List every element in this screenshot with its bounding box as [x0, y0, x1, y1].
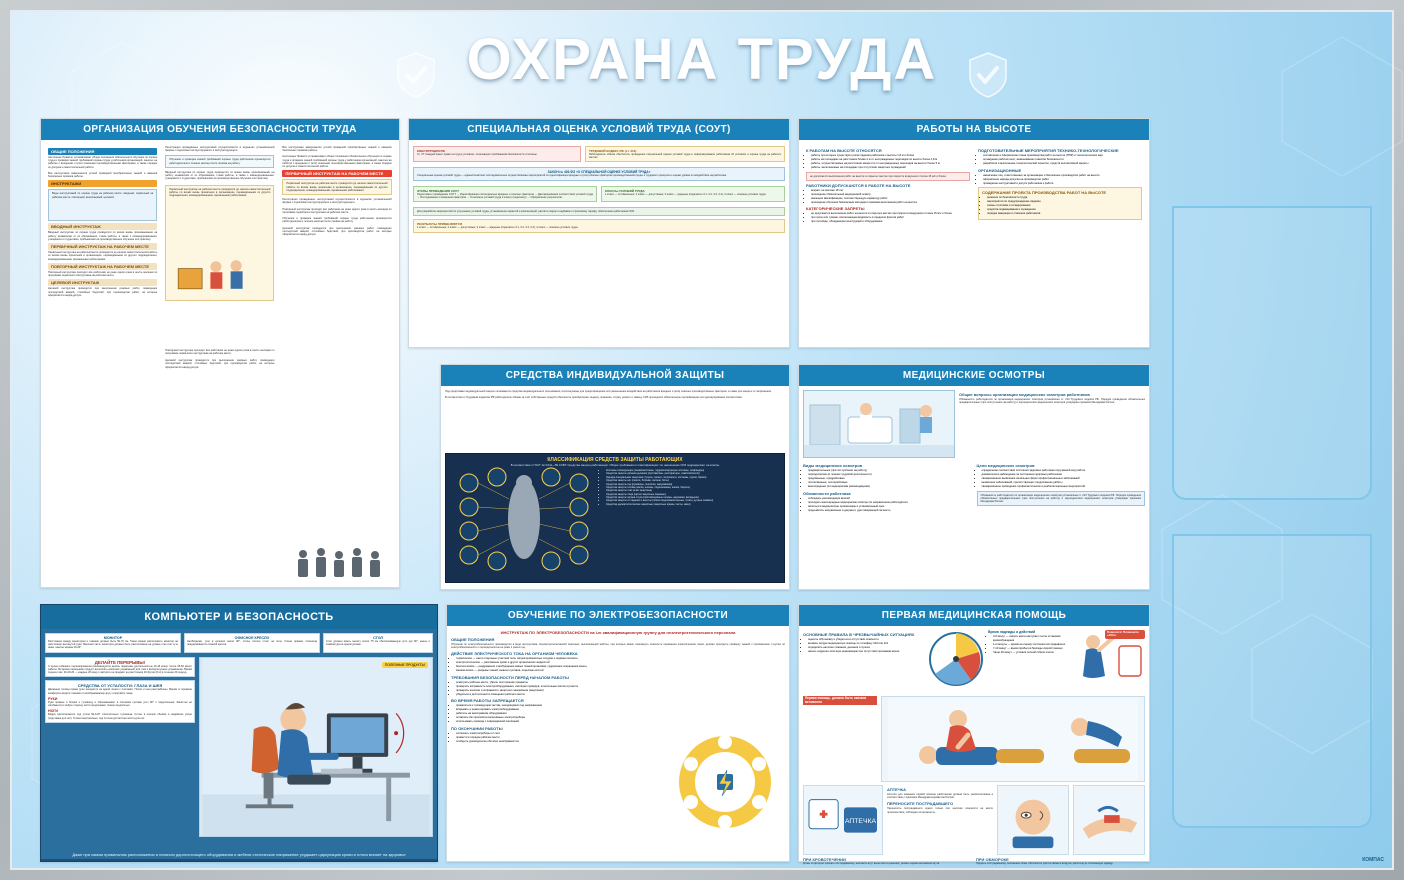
panel-computer	[40, 604, 438, 862]
list-item: • послесменные, послерейсовые	[808, 481, 972, 485]
list-item: • осмотреть рабочее место, убрать посторонние предметы	[456, 681, 785, 685]
section-cap-general: ОБЩИЕ ПОЛОЖЕНИЯ	[48, 148, 157, 155]
illustration-bleeding	[1073, 785, 1145, 855]
firstaid-head-4: ПРИ КРОВОТЕЧЕНИИ	[803, 857, 846, 862]
ppe-classification-chart	[445, 453, 785, 583]
electro-head-3: ВО ВРЕМЯ РАБОТЫ ЗАПРЕЩАЕТСЯ	[451, 698, 524, 704]
illustration-workstation	[199, 657, 433, 837]
list-item: • при гололёде, обледенении конструкций и оборудования	[811, 220, 970, 224]
list-item: • 4-6 минут — смерть мозга наступает после остановки кровообращения	[993, 635, 1068, 642]
list-item: • убедиться в достаточности освещения рабочего места	[456, 693, 785, 697]
firstaid-text-4: Кровь из артерии прижать пострадавшему, наложить жгут выше места ранения, указать время наложения жгута.	[803, 862, 940, 865]
list-item: • оставлять без присмотра включённые электроприборы	[456, 716, 636, 720]
panel-sout	[408, 118, 790, 348]
panel-medical	[798, 364, 1150, 590]
computer-tile-2-text: Стол должен иметь высоту около 75 см обеспечивающую угол рук 90°, мышь и клавиатура на одном уровне.	[326, 640, 430, 647]
list-item: • назначение лиц, ответственных за организацию и безопасное производство работ на высоте	[983, 174, 1142, 178]
firstaid-clock-label: Время надежды и действий	[988, 630, 1036, 634]
list-item: • порядок эвакуации и спасения работников	[987, 212, 1138, 216]
training-col3-text-2: Настоящее Правило устанавливает общие положения обязательного обучения по охране труда и проверки знаний требований охраны труда у работников организаций, занятых на работах с вредными и (или) опасными производственными факторами, а также порядок их допуска к самостоятельной работе.	[282, 155, 392, 169]
list-item: • соблюдать рекомендации врачей	[808, 497, 972, 501]
computer-tile-2-name: СТОЛ	[373, 636, 383, 640]
sout-block-5-text-2: 1 класс — оптимальные; 2 класс — допустимые; 3 класс — вредные (подклассы 3.1, 3.2, 3.3, 3.4); 4 класс — опасные условия труда.	[417, 226, 579, 230]
medical-head-0: Общие вопросы организации медицинских осмотров работников	[959, 392, 1090, 397]
sout-block-1-head: ТРУДОВОЙ КОДЕКС РФ (ст. 212)	[589, 149, 637, 153]
panel-electro-title: ОБУЧЕНИЕ ПО ЭЛЕКТРОБЕЗОПАСНОСТИ	[447, 605, 789, 626]
legend-item: • Средства защиты от падения с высоты (пояса предохранительные, тросы, ручные захваты)	[606, 499, 781, 502]
ppe-icon-map	[449, 469, 599, 569]
training-col3-text-4: Регистрация проведённых инструктажей осуществляется в журналах установленной формы с подписями инструктируемого и инструктирующего.	[282, 198, 392, 205]
ppe-chart-title: КЛАССИФИКАЦИЯ СРЕДСТВ ЗАЩИТЫ РАБОТАЮЩИХ	[547, 457, 683, 463]
section-cap-target-brief: ЦЕЛЕВОЙ ИНСТРУКТАЖ	[48, 279, 157, 286]
sout-block-0-head: КОНСТИТУЦИЯ РФ	[417, 149, 445, 153]
list-item: • проверить наличие и исправность защитного заземления (зануления)	[456, 689, 785, 693]
electro-text-0: Обучение по электробезопасности производится в виде инструктажа. Неэлектротехнический персонал, выполняющий работы, при которых может возникнуть опасность поражения электрическим током, должен проходить проверку знаний с присвоением I группы по электробезопасности с периодичностью не реже 1 раза в год.	[451, 643, 785, 650]
training-col2-text-4: Целевой инструктаж проводится при выполнении разовых работ, ликвидации последствий аварий, стихийных бедствий, при производстве работ, на которые оформляется наряд-допуск.	[165, 359, 275, 369]
clock-diagram	[927, 630, 985, 693]
computer-tile-1-text: Необходимо, угол в коленях около 90°, стопы плотно стоят на полу. Спина прямая, поясница поддерживается спинкой кресла.	[187, 640, 317, 647]
section-cap-intro-brief: ВВОДНЫЙ ИНСТРУКТАЖ	[48, 223, 157, 230]
medical-note: Обязанность работодателя по организации медицинских осмотров установлена ст. 213 Трудового кодекса РФ. Порядок проведения обязательных предварительных (при поступлении на работу) и периодических медицинских осмотров утверждён приказом Минздрава России.	[980, 493, 1141, 503]
badge-healthy-products: ПОЛЕЗНЫЕ ПРОДУКТЫ	[382, 662, 428, 668]
electro-list-3	[456, 704, 636, 724]
list-item: • предсменные, предрейсовые	[808, 477, 972, 481]
sout-block-3-text: Подготовка к проведению СОУТ → Идентификация потенциально вредных и опасных факторов → Декларирование соответствия условий труда → Исследования и измерения факторов → Отнесение условий труда к классу (подклассу) → Оформление результатов.	[417, 192, 593, 199]
list-item: • проведение инструктажей и допуск работников к работе	[983, 182, 1142, 186]
document-pocket-top[interactable]	[1172, 208, 1372, 500]
panel-training-title: ОРГАНИЗАЦИЯ ОБУЧЕНИЯ БЕЗОПАСНОСТИ ТРУДА	[41, 119, 399, 140]
list-item: • прикасаться к токоведущим частям, находящимся под напряжением	[456, 704, 636, 708]
firstaid-head-3: АПТЕЧКА	[887, 787, 906, 792]
list-item: • использовать провода с повреждённой изоляцией	[456, 720, 636, 724]
list-item: • Чаще 30 минут — условия полной гибели клеток	[993, 651, 1068, 655]
legend-item: • Средства защиты глаз (очки защитные)	[606, 489, 781, 492]
electro-head-1: ДЕЙСТВИЕ ЭЛЕКТРИЧЕСКОГО ТОКА НА ОРГАНИЗМ ЧЕЛОВЕКА	[451, 651, 578, 657]
list-item: • начать сердечно-лёгочную реанимацию при отсутствии признаков жизни	[808, 650, 923, 654]
electro-head-2: ТРЕБОВАНИЯ БЕЗОПАСНОСТИ ПЕРЕД НАЧАЛОМ РАБОТЫ	[451, 674, 569, 680]
heights-head-4: ОРГАНИЗАЦИОННЫЕ	[978, 167, 1022, 173]
list-item: • мероприятия по предупреждению падения	[987, 200, 1138, 204]
training-col3-text-3: Первичный инструктаж на рабочем месте проводится до начала самостоятельной работы со всеми вновь принятыми в организацию, переведёнными из другого подразделения, командированными, временными работниками.	[286, 182, 388, 192]
page-title: ОХРАНА ТРУДА	[466, 27, 938, 92]
board-title-area	[12, 26, 1392, 98]
training-note-1: Все инструктажи завершаются устной проверкой приобретённых знаний и навыков безопасных приёмов работы.	[48, 171, 158, 179]
legend-item: • Средства защиты ног (сапоги, ботинки, галоши, боты)	[606, 479, 781, 482]
brand-logo-text: КОМПАС	[1362, 857, 1384, 863]
section-text-intro-brief: Вводный инструктаж по охране труда проводится со всеми вновь принимаемыми на работу независимо от их образования, стажа работы, а также с командированными, учащимися и студентами, прибывшими на производственное обучение или практику.	[48, 231, 158, 241]
heights-head-5: СОДЕРЖАНИЕ ПРОЕКТА ПРОИЗВОДСТВА РАБОТ НА ВЫСОТЕ	[982, 190, 1107, 195]
list-item: • работать на неисправном оборудовании	[456, 712, 636, 716]
panel-ppe	[440, 364, 790, 590]
computer-text-fatigue: Движение головы прямо (уши находятся на одной линии с плечами). Плечи и шея расслаблены. Время от времени комфортно водите глазами по воображаемому кругу и моргайте чаще.	[48, 688, 192, 695]
list-item: • оценить обстановку и убедиться в отсутствии опасности	[808, 638, 923, 642]
list-item: • не допускается выполнение работ на высоте в открытых местах при скорости воздушного потока 15 м/с и более	[811, 212, 970, 216]
list-item: • отключить электроприборы от сети	[456, 732, 636, 736]
computer-head-legs: НОГИ	[48, 709, 59, 714]
list-item: • работы при которых существуют риски падения работника с высоты 1,8 м и более	[811, 154, 970, 158]
computer-footer-note: Даже при самом правильном расположении и наличии дорогостоящего оборудования и мебели статическое напряжение ухудшает циркуляцию крови и плохо влияет на здоровье	[72, 852, 406, 857]
list-item: • электролитическое — разложение крови и других органических жидкостей	[456, 661, 785, 665]
document-pocket-bottom[interactable]	[1172, 536, 1372, 828]
training-col3-text-7: Целевой инструктаж проводится при выполнении разовых работ, ликвидации последствий аварий, стихийных бедствий, при производстве работ, на которые оформляется наряд-допуск.	[282, 226, 392, 236]
heights-list-1	[811, 189, 970, 205]
legend-item: • Костюмы изолирующие (пневмокостюмы, гидроизолирующие костюмы, скафандры)	[606, 469, 781, 472]
sout-block-5-head: РЕЗУЛЬТАТЫ ПРИМЕНЯЮТСЯ	[417, 222, 463, 227]
training-col2-text-3: Повторный инструктаж проходят все работники не реже одного раза в шесть месяцев по программе первичного инструктажа на рабочем месте.	[165, 348, 275, 355]
illustration-eye-injury	[997, 785, 1069, 855]
list-item: • оформление наряда-допуска на производство работ	[983, 178, 1142, 182]
legend-item: • Средства защиты рук (рукавицы, перчатки, нарукавники)	[606, 483, 781, 486]
training-col3-text-1: Все инструктажи завершаются устной проверкой приобретённых знаний и навыков безопасных приёмов работы.	[282, 146, 392, 153]
list-item: • средства подмащивания и ограждения	[987, 208, 1138, 212]
list-item: • термическое — ожоги отдельных участков тела, нагрев кровеносных сосудов и нервных волокон	[456, 657, 785, 661]
shield-check-icon-right	[968, 52, 1008, 98]
list-item: • механическое — разрывы тканей, вывихи суставов, переломы костей	[456, 669, 785, 673]
list-item: • периодические (в течение трудовой деятельности)	[808, 473, 972, 477]
list-item: • вскрывать и ремонтировать электрооборудование	[456, 708, 636, 712]
heights-head-3: ПОДГОТОВИТЕЛЬНЫЕ МЕРОПРИЯТИЯ ТЕХНИКО-ТЕХНОЛОГИЧЕСКИЕ	[978, 148, 1119, 153]
list-item: • своевременное выявление начальных форм профессиональных заболеваний	[982, 477, 1146, 481]
section-text-primary-brief: Первичный инструктаж на рабочем месте проводится до начала самостоятельной работы со всеми вновь принятыми в организацию, переведёнными из другого подразделения, командированными, временными работниками.	[48, 251, 158, 261]
heights-head-1: РАБОТНИКИ ДОПУСКАЮТСЯ К РАБОТЕ НА ВЫСОТЕ	[806, 182, 911, 188]
training-col3-text-5: Повторный инструктаж проходят все работники не реже одного раза в шесть месяцев по программе первичного инструктажа на рабочем месте.	[282, 207, 392, 214]
illustration-electro-wheel	[665, 722, 785, 840]
firstaid-head-5: ПРИ ОБМОРОКЕ	[976, 857, 1009, 862]
computer-head-hands: РУКИ	[48, 696, 58, 701]
training-col2-text: Вводный инструктаж по охране труда проводится со всеми вновь принимаемыми на работу независимо от их образования, стажа работы, а также с командированными, учащимися и студентами, прибывшими на производственное обучение или практику.	[165, 170, 275, 181]
illustration-call-help	[1071, 630, 1145, 693]
list-item: • проходить внеочередные медицинские осмотры по направлению работодателя	[808, 501, 972, 505]
sout-block-5-text: Для разработки мероприятий по улучшению условий труда, установления гарантий и компенсаций, расчёта скидок и надбавок к страховому тарифу, обеспечения работников СИЗ.	[417, 210, 635, 214]
computer-text-hands: Руки прямые и близко к туловищу и образовывают в локтевом суставе угол 90° с предплечьем. Запястья не изгибаются в любую сторону, кисти продолжают линию предплечья.	[48, 700, 192, 708]
panel-ppe-title: СРЕДСТВА ИНДИВИДУАЛЬНОЙ ЗАЩИТЫ	[441, 365, 789, 386]
section-text-instructions: Виды инструктажей по охране труда на рабочем месте: вводный, первичный на рабочем месте, повторный, внеплановый, целевой.	[52, 192, 154, 199]
sout-block-0-text: Ст. 37: Каждый имеет право на труд в условиях, отвечающих требованиям безопасности и гигиены.	[417, 153, 538, 156]
list-item: • имеющие квалификацию, соответствующую характеру работ	[811, 197, 970, 201]
computer-text-legs: Бёдра располагаются под углом 90-120° относительно туловища. Стопы в полном объёме в надёжном упоре (подставка для ног). Голени вертикально, под столом достаточно места для ног.	[48, 713, 192, 720]
panel-training	[40, 118, 400, 588]
legend-item: • Средства дерматологические защитные (защитные кремы, пасты, мази)	[606, 503, 781, 506]
panel-firstaid	[798, 604, 1150, 865]
electro-list-1	[456, 657, 785, 673]
medical-list-3	[808, 497, 972, 513]
section-text-target-brief: Целевой инструктаж проводится при выполнении разовых работ, ликвидации последствий аварий, стихийных бедствий, при производстве работ, на которые оформляется наряд-допуск.	[48, 287, 158, 297]
firstaid-head-2: ПЕРЕНОСИТЕ ПОСТРАДАВШЕГО	[887, 801, 954, 807]
heights-head-0: К РАБОТАМ НА ВЫСОТЕ ОТНОСЯТСЯ	[806, 148, 882, 153]
list-item: • своевременное проведение профилактических и реабилитационных мероприятий	[982, 485, 1146, 489]
legend-item: • Средства защиты головы (каски, шлемы, подшлемники, шапки, береты)	[606, 486, 781, 489]
panel-heights-title: РАБОТЫ НА ВЫСОТЕ	[799, 119, 1149, 140]
list-item: • 1-2 минуты — время на оценку состояния пострадавшего	[993, 643, 1068, 647]
sout-block-4-head: КЛАССЫ УСЛОВИЙ ТРУДА	[605, 188, 645, 193]
list-item: • проверить исправность электрооборудования, изоляции проводов, штепсельных вилок и розеток	[456, 685, 785, 689]
training-col2-text-2: Первичный инструктаж на рабочем месте проводится до начала самостоятельной работы со всеми вновь принятыми в организацию, переведёнными из другого подразделения, командированными, временными работниками.	[169, 187, 271, 198]
firstaid-text-3: Аптечка для оказания первой помощи работникам должна быть укомплектована в соответствии с приказом Минздравсоцразвития России.	[887, 793, 993, 800]
legend-item: • Средства защиты лица (щитки защитные лицевые)	[606, 493, 781, 496]
section-text-repeat-brief: Повторный инструктаж проходят все работники не реже одного раза в шесть месяцев по программе первичного инструктажа на рабочем месте.	[48, 270, 158, 278]
heights-warning: не допускается выполнение работ на высоте в открытых местах при скорости воздушного потока 15 м/с и более	[810, 174, 946, 178]
heights-list-3	[983, 154, 1142, 166]
training-note-2: Регистрация проведённых инструктажей осуществляется в журналах установленной формы с подписями инструктируемого и инструктирующего.	[165, 146, 275, 153]
medical-head-2: Цели медицинских осмотров	[976, 463, 1035, 468]
illustration-first-aid-kit	[803, 785, 883, 855]
svg-text:АПТЕЧКА: АПТЕЧКА	[844, 817, 877, 825]
electro-list-4	[456, 732, 636, 744]
medical-text-0: Обязанность работодателя по организации медицинских осмотров установлена ст. 213 Трудового кодекса РФ. Порядок проведения обязательных предварительных (при поступлении на работу) и периодических медицинских осмотров утверждён приказом Минздрава России.	[959, 398, 1145, 405]
panel-sout-title: СПЕЦИАЛЬНАЯ ОЦЕНКА УСЛОВИЙ ТРУДА (СОУТ)	[409, 119, 789, 140]
list-item: • определить наличие сознания, дыхания и пульса	[808, 646, 923, 650]
list-item: • схемы строповки и складирования	[987, 204, 1138, 208]
panel-heights	[798, 118, 1150, 348]
list-item: • возраст не моложе 18 лет	[811, 189, 970, 193]
list-item: • сообщить руководителю обо всех неисправностях	[456, 740, 636, 744]
list-item: • составление и оформление плана производства работ на высоте (ППР) и технологических карт	[983, 154, 1142, 158]
computer-head-breaks: ДЕЛАЙТЕ ПЕРЕРЫВЫ!	[94, 659, 146, 665]
electro-list-2	[456, 681, 785, 697]
panel-medical-title: МЕДИЦИНСКИЕ ОСМОТРЫ	[799, 365, 1149, 386]
board-inner	[10, 10, 1394, 870]
list-item: • динамическое наблюдение за состоянием здоровья работников	[982, 473, 1146, 477]
list-item: • внеочередные (по медицинским рекомендациям)	[808, 485, 972, 489]
illustration-instructor	[166, 252, 273, 298]
list-item: • работы на площадках на расстоянии ближе 2 м от неогражденных перепадов по высоте более 1,8 м	[811, 158, 970, 162]
electro-head-4: ПО ОКОНЧАНИИ РАБОТЫ	[451, 725, 503, 731]
list-item: • привести в порядок рабочее место	[456, 736, 636, 740]
heights-list-2	[811, 212, 970, 224]
medical-head-1: Виды медицинских осмотров	[803, 463, 863, 468]
electro-subtitle: ИНСТРУКТАЖ ПО ЭЛЕКТРОБЕЗОПАСНОСТИ на I-ю квалификационную группу для неэлектротехнического персонала	[500, 630, 736, 635]
list-item: • 7-10 минут — время прибытия бригады скорой помощи	[993, 647, 1068, 651]
list-item: • работы, осуществляемые на расстоянии менее 2 м от неогражденных перепадов на высоте более 5 м	[811, 162, 970, 166]
list-item: • определение соответствия состояния здоровья работника поручаемой ему работе	[982, 469, 1146, 473]
illustration-medical-office	[803, 390, 955, 458]
ppe-legend-list	[599, 469, 781, 569]
computer-head-fatigue: СРЕДСТВА ОТ УСТАЛОСТИ: ГЛАЗА И ШЕЯ	[77, 683, 163, 689]
shield-check-icon-left	[396, 52, 436, 98]
list-item: • при грозе или тумане, исключающем видимость в пределах фронта работ	[811, 216, 970, 220]
callout-call-103: Помогите! Позвоните «103»!	[1105, 630, 1145, 639]
list-item: • прошедшие обязательный медицинский осмотр	[811, 193, 970, 197]
ppe-chart-subtitle: В соответствии с ГОСТ 12.4.011—89 ССБТ. Средства защиты работающих. Общие требования и классификация / по назначению СИЗ подразделяют на классы	[510, 463, 720, 467]
heights-list-4	[983, 174, 1142, 186]
list-item: • биологическое — раздражение и возбуждение живых тканей организма, судорожное сокращение мышц	[456, 665, 785, 669]
sout-block-1-text: Работодатель обязан обеспечить проведение специальной оценки условий труда и информирование работников об условиях и охране труда на рабочих местах.	[589, 153, 781, 160]
medical-list-1	[808, 469, 972, 489]
panel-firstaid-title: ПЕРВАЯ МЕДИЦИНСКАЯ ПОМОЩЬ	[799, 605, 1149, 626]
list-item: • являться в медицинскую организацию в установленный срок	[808, 505, 972, 509]
section-text-general: Настоящее Правило устанавливает общие положения обязательного обучения по охране труда и проверки знаний требований охраны труда у работников организаций, занятых на работах с вредными и (или) опасными производственными факторами, а также порядок их допуска к самостоятельной работе.	[48, 156, 158, 169]
legend-item: • Средства защиты органов дыхания (противогазы, респираторы, самоспасатели)	[606, 472, 781, 475]
sout-block-4-text: 1 класс — оптимальные; 2 класс — допустимые; 3 класс — вредные (подклассы 3.1, 3.2, 3.3, 3.4); 4 класс — опасные условия труда.	[605, 192, 767, 196]
panel-electro	[446, 604, 790, 862]
list-item: • решения по безопасности труда	[987, 196, 1138, 200]
list-item: • разработка и выполнение технологической оснастки, средств коллективной защиты	[983, 162, 1142, 166]
list-item: • прошедшие обучение безопасным методам и приёмам выполнения работ на высоте	[811, 201, 970, 205]
sout-block-2-head: ЗАКОН № 426-ФЗ «О СПЕЦИАЛЬНОЙ ОЦЕНКЕ УСЛОВИЙ ТРУДА»	[547, 170, 651, 175]
training-col3-text-6: Обучение и проверка знаний требований охраны труда работников организуется работодателем в течение месяца после приёма на работу.	[282, 217, 392, 224]
firstaid-list-0	[808, 638, 923, 654]
firstaid-text-5: Придать пострадавшему положение лёжа, обеспечить приток свежего воздуха, расстегнуть стесняющую одежду.	[976, 862, 1114, 865]
ppe-rule: В соответствии с Трудовым кодексом РФ работодатель обязан за счёт собственных средств обеспечить приобретение, выдачу, хранение, стирку, ремонт и замену СИЗ прошедших обязательную сертификацию или декларирование соответствия.	[445, 396, 743, 400]
heights-list-0	[811, 154, 970, 170]
section-cap-primary-brief-2: ПЕРВИЧНЫЙ ИНСТРУКТАЖ НА РАБОЧЕМ МЕСТЕ	[282, 170, 391, 177]
section-cap-primary-brief: ПЕРВИЧНЫЙ ИНСТРУКТАЖ НА РАБОЧЕМ МЕСТЕ	[48, 243, 157, 250]
computer-text-breaks: С целью избежать перенапряжения рекомендуется делать перерывы длительностью 10-15 минут после 45-60 минут работы. Во время перерывов следует выполнять комплекс упражнений для глаз и физкультурные упражнения. Время отдыха глаз: 20-20-20 — каждые 20 минут смотрите на предмет на расстоянии 20 футов (6 м) в течение 20 секунд.	[48, 664, 192, 675]
computer-tile-0-text: Расстояние между монитором и глазами должно быть 50-70 см. Такое можно расположить монитор на расстоянии вытянутой руки. Верхняя часть монитора должна быть расположена на уровне глаз или чуть ниже, наклон экрана 10-20°.	[48, 640, 178, 650]
firstaid-text-2: Переносить пострадавшего нужно только при наличии опасности на месте происшествия, соблюдая осторожность.	[887, 807, 993, 814]
brand-logo	[1362, 857, 1384, 863]
medical-head-3: Обязанности работника	[803, 490, 851, 496]
list-item: • выявление заболеваний, препятствующих продолжению работы	[982, 481, 1146, 485]
heights-list-5	[987, 196, 1138, 216]
list-item: • вызвать скорую медицинскую помощь по телефону 103 или 112	[808, 642, 923, 646]
legend-item: • Одежда специальная защитная (тулупы, пальто, полупальто, костюмы, куртки, брюки)	[606, 476, 781, 479]
heights-head-2: КАТЕГОРИЧЕСКИЕ ЗАПРЕТЫ	[806, 206, 865, 212]
legend-item: • Средства защиты органа слуха (противошумные шлемы, наушники, вкладыши)	[606, 496, 781, 499]
sout-block-3-head: ЭТАПЫ ПРОВЕДЕНИЯ СОУТ	[417, 188, 459, 193]
electro-head-0: ОБЩИЕ ПОЛОЖЕНИЯ	[451, 637, 495, 642]
list-item: • ограждение рабочих мест, вывешивание плакатов безопасности	[983, 158, 1142, 162]
computer-tile-0-name: МОНИТОР	[103, 636, 123, 640]
sout-block-2-text: Специальная оценка условий труда — единый комплекс последовательно осуществляемых мероприятий по идентификации вредных и (или) опасных факторов производственной среды и трудового процесса и оценке уровня их воздействия на работника.	[417, 174, 727, 178]
panel-computer-title: КОМПЬЮТЕР И БЕЗОПАСНОСТЬ	[41, 605, 437, 629]
list-item: • предъявлять направление и документ, удостоверяющий личность	[808, 509, 972, 513]
illustration-workers-group	[291, 540, 395, 580]
pocket-lip	[1172, 206, 1372, 208]
list-item: • работы, выполняемые на площадках при отсутствии защитных ограждений	[811, 166, 970, 170]
ppe-intro: Под средствами индивидуальной защиты понимаются средства индивидуального пользования, используемые для предотвращения или уменьшения воздействия на работников вредных и (или) опасных производственных факторов, а также для защиты от загрязнения.	[445, 390, 772, 393]
callout-safety: Первая помощь, должна быть оказана мгновенно	[803, 696, 877, 705]
illustration-cpr	[881, 696, 1145, 782]
pocket-lip	[1172, 534, 1372, 536]
section-cap-instructions: ИНСТРУКТАЖИ	[48, 180, 157, 187]
firstaid-head-0: ОСНОВНЫЕ ПРАВИЛА В ЧРЕЗВЫЧАЙНЫХ СИТУАЦИЯХ	[803, 632, 915, 637]
list-item: • предварительные (при поступлении на работу)	[808, 469, 972, 473]
medical-list-2	[982, 469, 1146, 489]
section-cap-repeat-brief: ПОВТОРНЫЙ ИНСТРУКТАЖ НА РАБОЧЕМ МЕСТЕ	[48, 263, 157, 270]
firstaid-list-1	[993, 635, 1068, 654]
computer-tile-1-name: ОФИСНОЕ КРЕСЛО	[234, 636, 270, 640]
training-note-3: Обучение и проверка знаний требований охраны труда работников организуется работодателем в течение месяца после приёма на работу.	[169, 158, 271, 165]
